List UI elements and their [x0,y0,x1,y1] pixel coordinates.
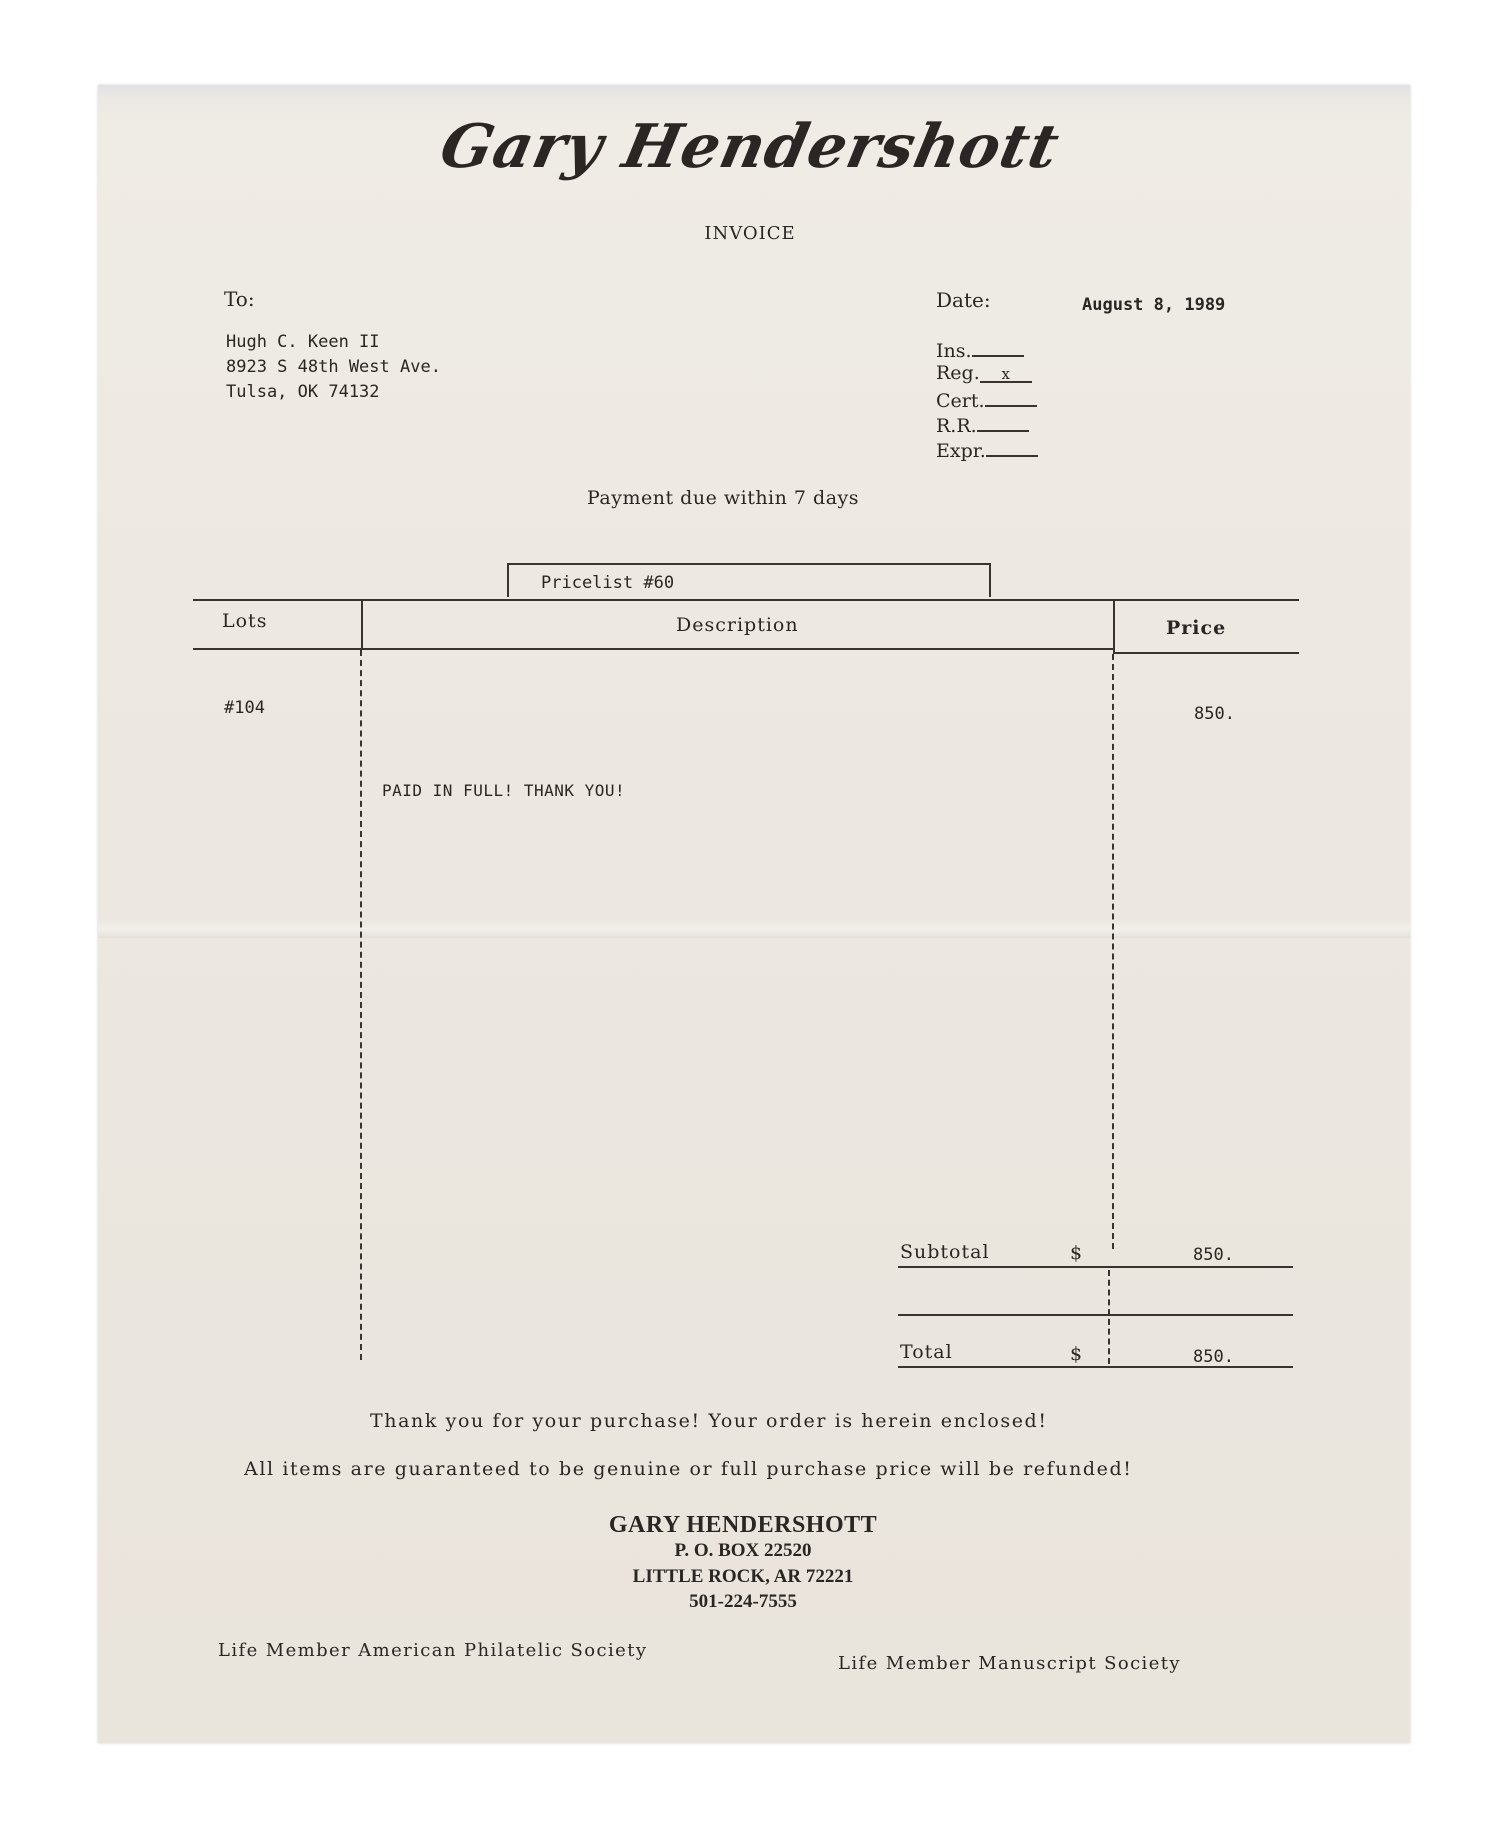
total-rule [898,1366,1293,1368]
shipping-option [936,412,1038,437]
shipping-option-label: Reg. [936,362,980,384]
recipient-address [226,330,441,405]
total-currency: $ [1070,1343,1083,1365]
shipping-option-blank [972,337,1024,357]
membership-philatelic: Life Member American Philatelic Society [218,1640,648,1661]
price-header-divider [1113,601,1115,652]
totals-divider [1108,1270,1110,1364]
shipping-method-list [936,337,1038,462]
price-column-divider [1112,654,1114,1249]
lots-header: Lots [222,610,268,632]
lot-price: 850. [1194,704,1235,724]
shipping-option-label: Cert. [936,390,985,412]
shipping-option-blank [986,437,1038,457]
subtotal-rule [898,1266,1293,1268]
shipping-option-label: R.R. [936,415,977,437]
membership-manuscript: Life Member Manuscript Society [838,1653,1181,1674]
payment-terms: Payment due within 7 days [587,487,860,509]
date-label: Date: [936,288,991,312]
subtotal-label: Subtotal [900,1241,990,1263]
lots-header-divider [361,601,363,648]
shipping-option-blank [985,387,1037,407]
paid-in-full-note: PAID IN FULL! THANK YOU! [382,781,626,800]
shipping-option-label: Expr. [936,440,986,462]
header-bottom-rule [193,648,1113,650]
blank-line-rule [898,1314,1293,1316]
paper-fold [98,920,1410,938]
shipping-option-blank [977,412,1029,432]
shipping-option-blank: x [980,363,1032,383]
recipient-street: 8923 S 48th West Ave. [226,357,441,377]
pricelist-tab [507,563,991,597]
company-po-box: P. O. BOX 22520 [674,1540,812,1561]
pricelist-label: Pricelist #60 [541,573,675,593]
company-phone: 501-224-7555 [689,1591,797,1612]
date-value: August 8, 1989 [1082,295,1226,315]
total-value: 850. [1193,1347,1234,1367]
shipping-option [936,387,1038,412]
price-header: Price [1166,617,1227,639]
table-top-rule [193,599,1299,601]
recipient-name: Hugh C. Keen II [226,332,380,352]
recipient-city: Tulsa, OK 74132 [226,382,380,402]
letterhead-logo: Gary Hendershott [434,112,1066,182]
guarantee-message: All items are guaranteed to be genuine or full purchase price will be refunded! [244,1458,1133,1480]
price-header-bottom-rule [1113,652,1299,654]
description-header: Description [676,614,799,636]
thank-you-message: Thank you for your purchase! Your order is herein enclosed! [370,1410,1048,1432]
shipping-option [936,437,1038,462]
lot-number: #104 [224,698,265,718]
company-name: GARY HENDERSHOTT [608,1512,878,1538]
shipping-option [936,362,1038,387]
shipping-option-label: Ins. [936,340,972,362]
document-title: INVOICE [704,223,796,244]
company-city: LITTLE ROCK, AR 72221 [632,1566,854,1587]
subtotal-currency: $ [1070,1242,1083,1264]
subtotal-value: 850. [1193,1245,1234,1265]
shipping-option [936,337,1038,362]
to-label: To: [224,287,255,311]
total-label: Total [900,1341,953,1363]
lots-column-divider [360,650,362,1360]
